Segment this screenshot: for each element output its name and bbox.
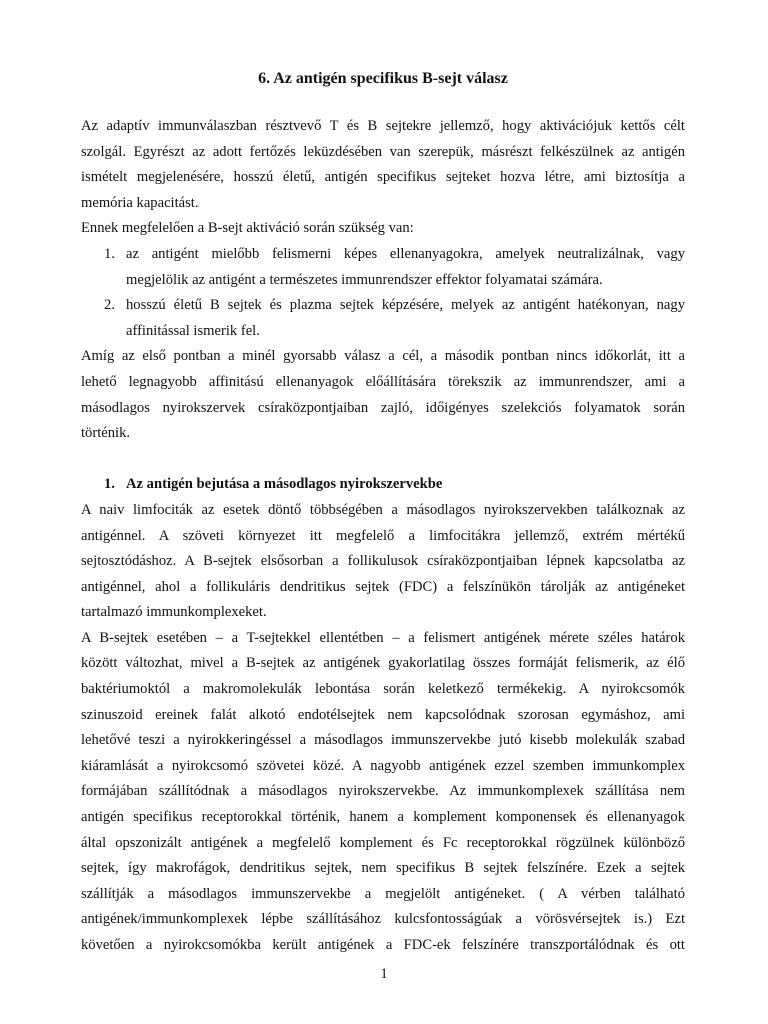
text-line: között változhat, mivel a B-sejtek az antigének gyakorlatilag összes formáját felismerik, az élő	[81, 655, 685, 672]
text-line: antigén specifikus receptorokkal történik, hanem a komplement komponensek és ellenanyagok	[81, 809, 685, 826]
lead-paragraph	[81, 216, 685, 242]
page-number: 1	[380, 966, 388, 982]
text-line: lehetővé teszi a nyirokkeringéssel a másodlagos immunszervekbe jutó kisebb molekulák szabad	[81, 732, 685, 749]
page-title: 6. Az antigén specifikus B-sejt válasz	[258, 70, 508, 87]
text-line: ismételt megjelenésére, hosszú életű, antigén specifikus sejteket hozva létre, ami biztosítja a	[81, 169, 685, 186]
text-line: megjelölik az antigént a természetes immunrendszer effektor folyamatai számára.	[126, 271, 603, 288]
text-line: antigénnel. A szöveti környezet itt megfelelő a limfocitákra jellemző, extrém mértékű	[81, 527, 685, 544]
list-item	[81, 293, 685, 344]
text-line: kiáramlását a nyirokcsomó szövetei közé. A nagyobb antigének ezzel szemben immunkomplex	[81, 757, 685, 774]
text-line: A B-sejtek esetében – a T-sejtekkel ellentétben – a felismert antigének mérete széles határok	[81, 629, 685, 646]
list-item	[81, 242, 685, 293]
text-line: lehető legnagyobb affinitású ellenanyagok előállítására törekszik az immunrendszer, ami a	[81, 373, 685, 390]
text-line: szinuszoid ereinek falát alkotó endotélsejtek nem kapcsolódnak szorosan egymáshoz, ami	[81, 706, 685, 723]
text-line: affinitással ismerik fel.	[126, 322, 260, 339]
text-line: követően a nyirokcsomókba került antigének a FDC-ek felszínére transzportálódnak és ott	[81, 937, 685, 953]
text-line: baktériumoktól a makromolekulák lebontása során keletkező termékekig. A nyirokcsomók	[81, 681, 685, 698]
section-paragraph	[81, 498, 685, 626]
text-line: memória kapacitást.	[81, 194, 199, 211]
text-line: A naiv limfociták az esetek döntő többségében a másodlagos nyirokszervekben találkoznak az	[81, 501, 685, 518]
text-line: Amíg az első pontban a minél gyorsabb válasz a cél, a második pontban nincs időkorlát, itt a	[81, 348, 685, 365]
summary-paragraph	[81, 344, 685, 446]
text-line: antigének/immunkomplexek lépbe szállításához kulcsfontosságúak a vörösvérsejtek is.) Ezt	[81, 911, 685, 928]
text-line: Az adaptív immunválaszban résztvevő T és B sejtekre jellemző, hogy aktivációjuk kettős célt	[81, 118, 685, 134]
blank-line	[81, 447, 685, 473]
text-line: által opszonizált antigének a megfelelő komplement és Fc receptorokkal rögzülnek különböző	[81, 834, 685, 851]
text-line: hosszú életű B sejtek és plazma sejtek képzésére, melyek az antigént hatékonyan, nagy	[126, 297, 685, 314]
text-line: sejtosztódáshoz. A B-sejtek elsősorban a follikulusok csíraközpontjaiban lépnek kapcsolatba az	[81, 553, 685, 570]
text-line: az antigént mielőbb felismerni képes ellenanyagokra, amelyek neutralizálnak, vagy	[126, 245, 685, 262]
text-line: antigénnel, ahol a follikuláris dendritikus sejtek (FDC) a felszínükön tárolják az antigéneket	[81, 578, 685, 595]
section-heading	[81, 472, 685, 498]
section-paragraph	[81, 626, 685, 959]
intro-paragraph	[81, 114, 685, 216]
list-number: 1.	[104, 245, 115, 262]
text-line: másodlagos nyirokszervek csíraközpontjaiban zajló, időigényes szelekciós folyamatok során	[81, 399, 685, 416]
document-body	[81, 114, 685, 959]
text-line: tartalmazó immunkomplexeket.	[81, 604, 267, 621]
text-line: formájában szállítódnak a másodlagos nyirokszervekbe. Az immunkomplexek szállítása nem	[81, 783, 685, 800]
section-number: 1.	[104, 476, 115, 493]
text-line: történik.	[81, 425, 131, 442]
list-number: 2.	[104, 297, 115, 314]
text-line: sejtek, így makrofágok, dendritikus sejtek, nem specifikus B sejtek felszínére. Ezek a sejtek	[81, 860, 685, 877]
text-line: szolgál. Egyrészt az adott fertőzés leküzdésében van szerepük, másrészt felkészülnek az antigén	[81, 143, 685, 160]
section-heading-text: Az antigén bejutása a másodlagos nyirokszervekbe	[126, 476, 443, 493]
text-line: szállítják a másodlagos immunszervekbe a megjelölt antigéneket. ( A vérben található	[81, 885, 685, 902]
text-line: Ennek megfelelően a B-sejt aktiváció során szükség van:	[81, 220, 414, 237]
